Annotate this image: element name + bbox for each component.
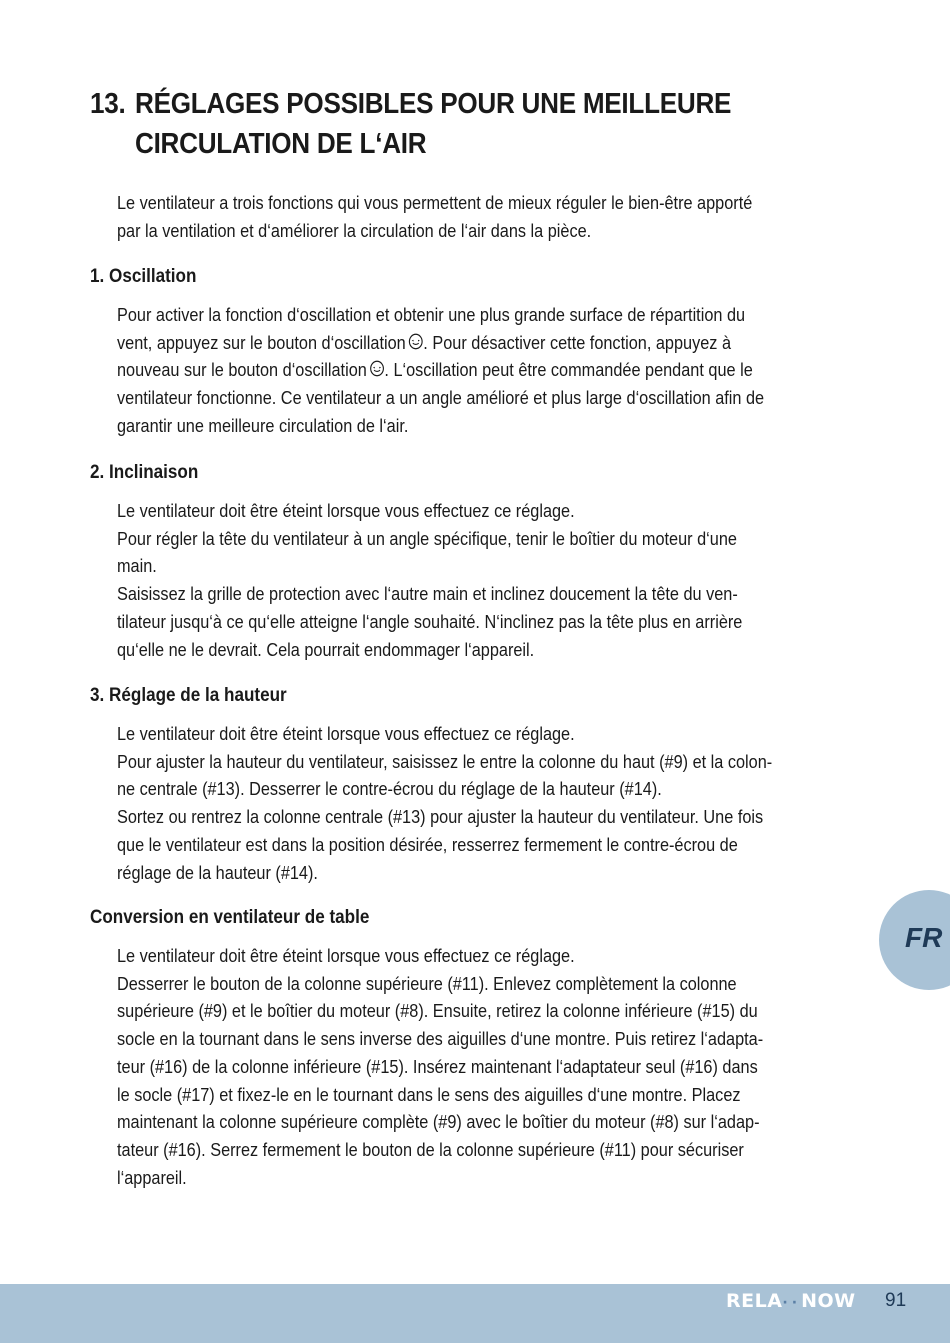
oscillation-text: vent, appuyez sur le bouton d‘oscillation (117, 331, 406, 353)
conversion-line: teur (#16) de la colonne inférieure (#15). Insérez maintenant l‘adaptateur seul (#16) dans (117, 1055, 758, 1077)
oscillation-text: . L‘oscillation peut être commandée pendant que le (384, 359, 753, 381)
oscillation-text: nouveau sur le bouton d‘oscillation (117, 359, 367, 381)
brand-logo: RELA··NOW (726, 1290, 856, 1312)
title-line-2: CIRCULATION DE L‘AIR (135, 128, 427, 160)
oscillation-button-icon (408, 333, 423, 350)
hauteur-line: que le ventilateur est dans la position désirée, resserrez fermement le contre-écrou de (117, 833, 738, 855)
heading-inclinaison: 2. Inclinaison (90, 462, 199, 483)
hauteur-line: réglage de la hauteur (#14). (117, 861, 318, 883)
oscillation-line (117, 329, 786, 357)
hauteur-line: Pour ajuster la hauteur du ventilateur, saisissez le entre la colonne du haut (#9) et la colon- (117, 750, 773, 772)
oscillation-line: ventilateur fonctionne. Ce ventilateur a un angle amélioré et plus large d‘oscillation afin de (117, 387, 765, 409)
intro-line: Le ventilateur a trois fonctions qui vous permettent de mieux réguler le bien-être apporté (117, 192, 753, 213)
oscillation-line (117, 356, 786, 384)
page-title (90, 84, 774, 164)
inclinaison-line: Le ventilateur doit être éteint lorsque vous effectuez ce réglage. (117, 500, 575, 521)
oscillation-button-icon (369, 360, 384, 377)
conversion-line: supérieure (#9) et le boîtier du moteur (#8). Ensuite, retirez la colonne inférieure (#15) du (117, 1000, 758, 1022)
page-number: 91 (885, 1290, 907, 1311)
inclinaison-line: Saisissez la grille de protection avec l‘autre main et inclinez doucement la tête du ven- (117, 583, 738, 605)
oscillation-text: . Pour désactiver cette fonction, appuyez à (423, 331, 732, 353)
hauteur-line: ne centrale (#13). Desserrer le contre-écrou du réglage de la hauteur (#14). (117, 778, 662, 800)
inclinaison-line: qu‘elle ne le devrait. Cela pourrait endommager l‘appareil. (117, 638, 535, 660)
inclinaison-line: Pour régler la tête du ventilateur à un angle spécifique, tenir le boîtier du moteur d‘une (117, 527, 737, 549)
conversion-line: l‘appareil. (117, 1166, 187, 1188)
hauteur-line: Sortez ou rentrez la colonne centrale (#13) pour ajuster la hauteur du ventilateur. Une fois (117, 806, 764, 828)
inclinaison-paragraph (117, 497, 786, 663)
conversion-line: Le ventilateur doit être éteint lorsque vous effectuez ce réglage. (117, 945, 575, 966)
intro-paragraph (117, 189, 786, 244)
conversion-paragraph (117, 942, 786, 1191)
oscillation-line: garantir une meilleure circulation de l‘air. (117, 414, 409, 436)
heading-hauteur: 3. Réglage de la hauteur (90, 685, 287, 706)
conversion-line: tateur (#16). Serrez fermement le bouton de la colonne supérieure (#11) pour sécuriser (117, 1138, 744, 1160)
oscillation-line: Pour activer la fonction d‘oscillation et obtenir une plus grande surface de répartition du (117, 304, 746, 325)
inclinaison-line: main. (117, 555, 157, 577)
hauteur-paragraph (117, 720, 786, 886)
conversion-line: le socle (#17) et fixez-le en le tournant dans le sens des aiguilles d‘une montre. Placez (117, 1083, 741, 1105)
heading-oscillation: 1. Oscillation (90, 266, 197, 287)
heading-conversion: Conversion en ventilateur de table (90, 907, 370, 928)
title-line-1: RÉGLAGES POSSIBLES POUR UNE MEILLEURE (135, 88, 732, 120)
conversion-line: maintenant la colonne supérieure complète (#9) avec le boîtier du moteur (#8) sur l‘adap- (117, 1111, 760, 1133)
inclinaison-line: tilateur jusqu‘à ce qu‘elle atteigne l‘angle souhaité. N‘inclinez pas la tête plus en arrière (117, 610, 743, 632)
language-badge-label: FR (905, 922, 943, 953)
hauteur-line: Le ventilateur doit être éteint lorsque vous effectuez ce réglage. (117, 723, 575, 744)
intro-line: par la ventilation et d‘améliorer la circulation de l‘air dans la pièce. (117, 219, 592, 241)
oscillation-paragraph (117, 301, 786, 440)
title-number: 13. (90, 88, 126, 120)
conversion-line: Desserrer le bouton de la colonne supérieure (#11). Enlevez complètement la colonne (117, 972, 737, 994)
language-badge (879, 890, 950, 990)
conversion-line: socle en la tournant dans le sens inverse des aiguilles d‘une montre. Puis retirez l‘adapta- (117, 1028, 764, 1050)
